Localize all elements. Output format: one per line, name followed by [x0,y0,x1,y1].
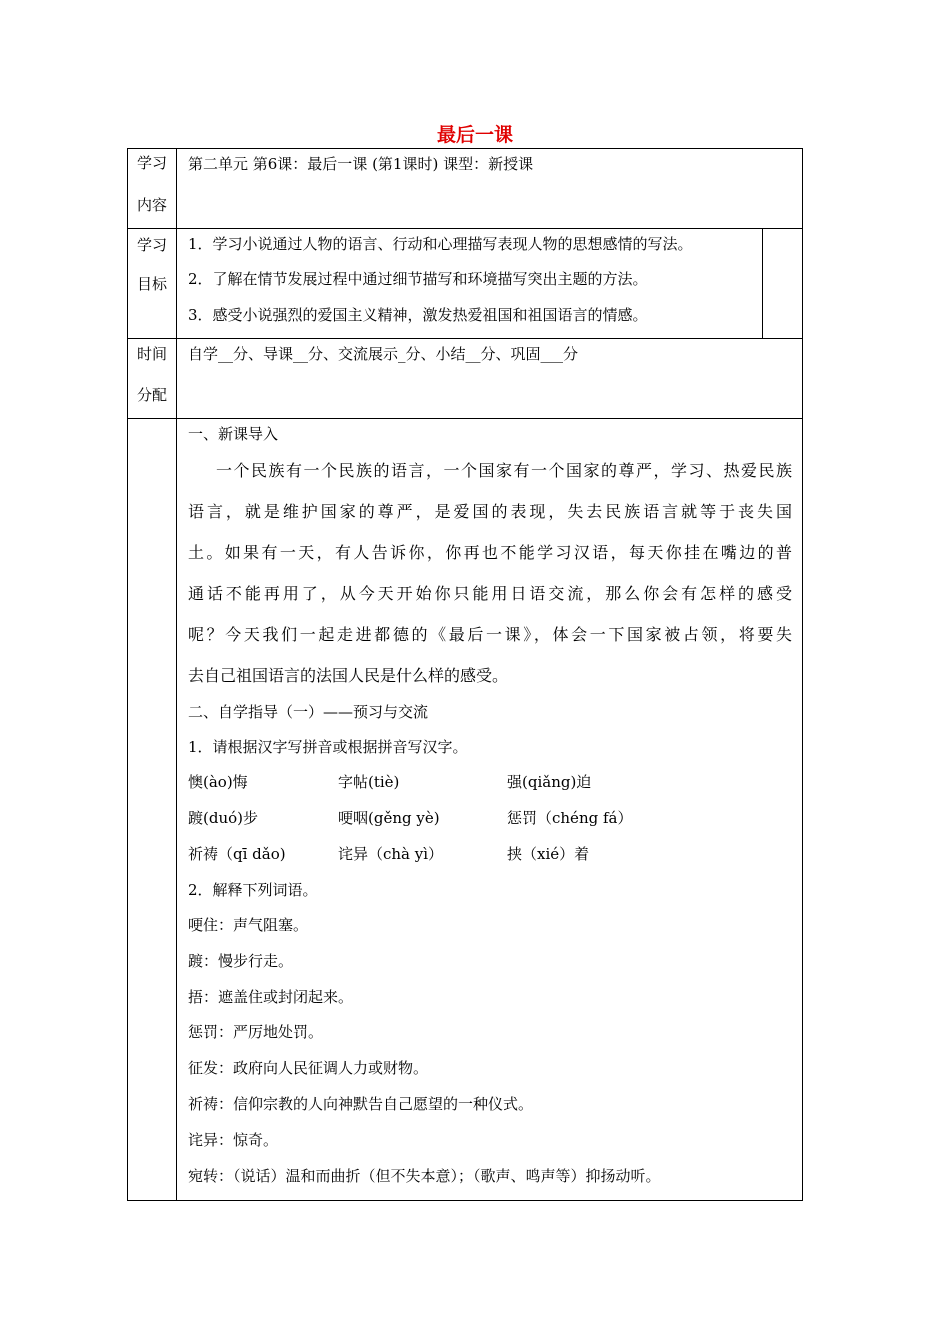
intro-line-3: 土。如果有一天，有人告诉你，你再也不能学习汉语，每天你挂在嘴边的普 [188,543,792,562]
definition-item: 踱：慢步行走。 [188,952,294,970]
intro-line-4: 通话不能再用了，从今天开始你只能用日语交流，那么你会有怎样的感受 [188,584,792,603]
content-text: 第二单元 第6课：最后一课 (第1课时) 课型：新授课 [188,155,534,173]
goal-item-3: 3．感受小说强烈的爱国主义精神，激发热爱祖国和祖国语言的情感。 [188,306,648,324]
table-border-bottom [127,1200,803,1201]
label-column-divider [176,148,177,1201]
pinyin-item: 诧异（chà yì） [338,845,444,863]
definition-item: 征发：政府向人民征调人力或财物。 [188,1059,429,1077]
intro-line-1: 一个民族有一个民族的语言，一个国家有一个国家的尊严，学习、热爱民族 [216,461,792,480]
row-divider-1 [127,228,803,229]
label-content-line2: 内容 [136,196,167,214]
goal-item-1: 1．学习小说通过人物的语言、行动和心理描写表现人物的思想感情的写法。 [188,235,693,253]
label-content-line1: 学习 [136,154,167,172]
label-time [128,338,176,418]
definition-item: 诧异：惊奇。 [188,1131,279,1149]
pinyin-item: 字帖(tiè) [338,773,400,791]
pinyin-item: 惩罚（chéng fá） [507,809,633,827]
section-heading-self-study: 二、自学指导（一）——预习与交流 [188,703,429,721]
label-goals-line1: 学习 [136,236,167,254]
pinyin-item: 祈祷（qī dǎo) [188,845,286,863]
label-content [128,148,176,228]
definition-item: 捂：遮盖住或封闭起来。 [188,988,354,1006]
label-time-line2: 分配 [136,386,167,404]
definition-item: 惩罚：严厉地处罚。 [188,1023,324,1041]
pinyin-item: 强(qiǎng)迫 [507,773,592,791]
table-border-top [127,148,803,149]
question-1: 1．请根据汉字写拼音或根据拼音写汉字。 [188,738,468,756]
table-border-right [802,148,803,1201]
label-goals [128,228,176,338]
question-2: 2．解释下列词语。 [188,881,318,899]
section-heading-intro: 一、新课导入 [188,425,279,443]
row-divider-2 [127,338,803,339]
definition-item: 宛转：（说话）温和而曲折（但不失本意）；（歌声、鸣声等）抑扬动听。 [188,1167,661,1185]
definition-item: 祈祷：信仰宗教的人向神默告自己愿望的一种仪式。 [188,1095,534,1113]
pinyin-item: 踱(duó)步 [188,809,258,827]
pinyin-item: 挟（xié）着 [507,845,590,863]
label-goals-line2: 目标 [136,275,167,293]
goal-item-2: 2．了解在情节发展过程中通过细节描写和环境描写突出主题的方法。 [188,270,648,288]
time-allocation-text: 自学__分、导课__分、交流展示_分、小结__分、巩固___分 [188,345,579,363]
document-title: 最后一课 [436,124,513,146]
pinyin-item: 哽咽(gěng yè) [338,809,440,827]
pinyin-item: 懊(ào)悔 [188,773,248,791]
intro-line-6: 去自己祖国语言的法国人民是什么样的感受。 [188,666,509,685]
intro-line-5: 呢？今天我们一起走进都德的《最后一课》，体会一下国家被占领，将要失 [188,625,792,644]
definition-item: 哽住：声气阻塞。 [188,916,309,934]
goals-extra-column-divider [762,228,763,338]
row-divider-3 [127,418,803,419]
intro-line-2: 语言，就是维护国家的尊严，是爱国的表现，失去民族语言就等于丧失国 [188,502,792,521]
label-time-line1: 时间 [136,345,167,363]
